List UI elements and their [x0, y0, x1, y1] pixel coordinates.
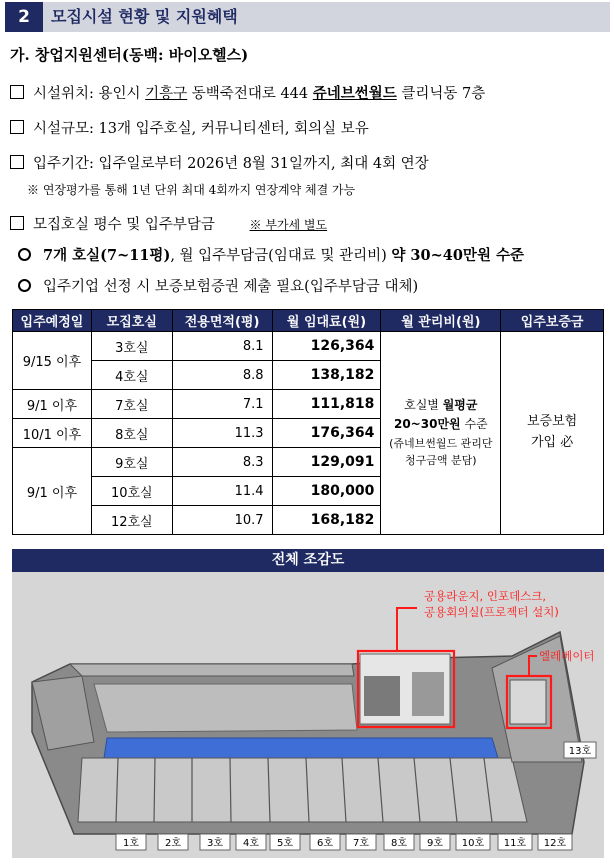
period-note: ※ 연장평가를 통해 1년 단위 최대 4회까지 연장계약 체결 가능 — [27, 183, 356, 197]
header-move-in-date: 입주예정일 — [13, 310, 92, 332]
cell-area: 7.1 — [172, 390, 272, 419]
cell-management-fee — [381, 332, 501, 535]
room-label-8: 8호 — [390, 838, 408, 849]
room-label-4: 4호 — [242, 838, 260, 849]
cell-area: 11.4 — [172, 477, 272, 506]
bullet-circle-icon — [18, 279, 31, 292]
cell-area: 11.3 — [172, 419, 272, 448]
cell-rent: 129,091 — [272, 448, 381, 477]
bullet-rooms-mid: , 월 입주부담금(임대료 및 관리비) — [170, 248, 392, 264]
meeting-room — [412, 672, 444, 716]
cell-area: 8.8 — [172, 361, 272, 390]
cell-room: 3호실 — [91, 332, 172, 361]
cell-deposit — [501, 332, 604, 535]
cell-rent: 168,182 — [272, 506, 381, 535]
section-number: 2 — [5, 2, 43, 32]
header-management-fee: 월 관리비(원) — [381, 310, 501, 332]
room-13-label: 13호 — [568, 746, 592, 757]
deposit-line-2: 가입 必 — [530, 435, 574, 450]
header-deposit: 입주보증금 — [501, 310, 604, 332]
cell-room: 7호실 — [91, 390, 172, 419]
cell-room: 8호실 — [91, 419, 172, 448]
mgmt-note-2: 청구금액 분담) — [405, 454, 477, 468]
rooms-line — [10, 213, 327, 234]
cell-room: 9호실 — [91, 448, 172, 477]
mgmt-range: 20~30만원 — [393, 417, 461, 432]
cell-area: 8.1 — [172, 332, 272, 361]
room-label-3: 3호 — [206, 838, 224, 849]
room-label-2: 2호 — [164, 838, 182, 849]
cell-rent: 111,818 — [272, 390, 381, 419]
mgmt-text-a: 호실별 — [404, 398, 443, 413]
location-building: 쥬네브썬월드 — [312, 85, 397, 102]
table-row — [13, 332, 604, 361]
period-text: 입주기간: 입주일로부터 2026년 8월 31일까지, 최대 4회 연장 — [33, 156, 429, 172]
mgmt-level: 수준 — [460, 417, 488, 432]
deposit-line-1: 보증보험 — [526, 414, 578, 430]
cell-room: 4호실 — [91, 361, 172, 390]
bullet-rooms-count: 7개 호실(7~11평) — [43, 247, 171, 264]
period-line — [10, 152, 429, 173]
room-label-12: 12호 — [543, 838, 567, 849]
checkbox-icon — [10, 216, 24, 230]
cell-area: 10.7 — [172, 506, 272, 535]
cell-date: 9/1 이후 — [13, 390, 92, 419]
callout-lounge-2: 공용회의실(프로젝터 설치) — [424, 605, 559, 619]
bullet-insurance-text: 입주기업 선정 시 보증보험증권 제출 필요(입주부담금 대체) — [43, 279, 419, 295]
room-label-7: 7호 — [352, 838, 370, 849]
subsection-title: 가. 창업지원센터(동백: 바이오헬스) — [10, 46, 249, 64]
location-suffix: 클리닉동 7층 — [396, 86, 486, 102]
vat-note: ※ 부가세 별도 — [249, 218, 328, 232]
floorplan-drawing — [12, 572, 604, 858]
floorplan-title: 전체 조감도 — [12, 549, 604, 572]
room-label-10: 10호 — [461, 838, 485, 849]
cell-date: 9/1 이후 — [13, 448, 92, 535]
location-line — [10, 82, 485, 103]
scale-text: 시설규모: 13개 입주호실, 커뮤니티센터, 회의실 보유 — [33, 121, 369, 137]
rooms-block — [78, 758, 527, 822]
callout-elevator: 엘레베이터 — [539, 649, 595, 663]
checkbox-icon — [10, 85, 24, 99]
cell-rent: 138,182 — [272, 361, 381, 390]
top-corridor-wall — [70, 664, 354, 676]
bullet-rooms-cost: 약 30~40만원 수준 — [391, 247, 525, 264]
room-label-6: 6호 — [316, 838, 334, 849]
room-label-9: 9호 — [426, 838, 444, 849]
lounge-furniture — [364, 676, 400, 716]
room-labels — [116, 834, 572, 850]
cell-rent: 126,364 — [272, 332, 381, 361]
cell-date: 9/15 이후 — [13, 332, 92, 390]
header-rent: 월 임대료(원) — [272, 310, 381, 332]
mgmt-note-1: (쥬네브썬월드 관리단 — [389, 436, 493, 450]
lounge-callout-line — [397, 608, 417, 651]
callout-lounge-1: 공용라운지, 인포데스크, — [424, 589, 547, 603]
location-prefix: 시설위치: 용인시 — [33, 86, 146, 102]
room-label-11: 11호 — [503, 838, 527, 849]
cell-rent: 176,364 — [272, 419, 381, 448]
cell-rent: 180,000 — [272, 477, 381, 506]
table-header-row — [13, 310, 604, 332]
rooms-title: 모집호실 평수 및 입주부담금 — [33, 217, 215, 233]
blue-corridor — [104, 738, 498, 758]
mgmt-text-b: 월평균 — [442, 398, 478, 413]
courtyard — [94, 684, 357, 732]
floorplan-image — [12, 572, 604, 858]
header-area: 전용면적(평) — [172, 310, 272, 332]
cell-date: 10/1 이후 — [13, 419, 92, 448]
section-header — [5, 2, 610, 32]
bullet-insurance — [18, 275, 418, 296]
cell-room: 12호실 — [91, 506, 172, 535]
rooms-table — [12, 309, 604, 535]
room-label-5: 5호 — [276, 838, 294, 849]
bullet-circle-icon — [18, 248, 31, 261]
header-room: 모집호실 — [91, 310, 172, 332]
location-mid: 동백죽전대로 444 — [187, 86, 313, 102]
section-title: 모집시설 현황 및 지원혜택 — [51, 7, 238, 26]
location-district: 기흥구 — [145, 86, 188, 102]
cell-room: 10호실 — [91, 477, 172, 506]
checkbox-icon — [10, 120, 24, 134]
cell-area: 8.3 — [172, 448, 272, 477]
checkbox-icon — [10, 155, 24, 169]
bullet-rooms — [18, 244, 524, 265]
scale-line — [10, 117, 369, 138]
elevator-area — [510, 680, 546, 724]
room-label-1: 1호 — [122, 838, 140, 849]
